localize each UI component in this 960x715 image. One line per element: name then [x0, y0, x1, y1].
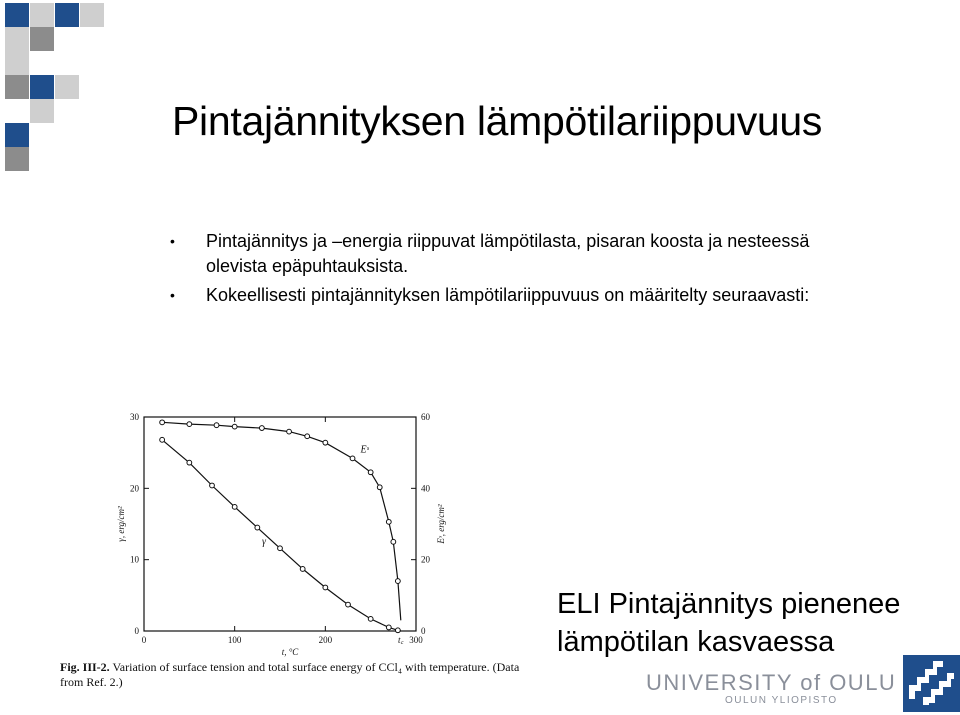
conclusion-line: lämpötilan kasvaessa	[557, 626, 835, 658]
deco-square	[5, 147, 29, 171]
y-right-tick-label: 0	[421, 626, 426, 636]
data-point	[323, 585, 328, 590]
data-point	[232, 504, 237, 509]
data-point	[232, 424, 237, 429]
plot-frame	[144, 417, 416, 631]
deco-square	[5, 123, 29, 147]
critical-temp-label: t꜀	[397, 635, 404, 645]
bullet-text: Pintajännitys ja –energia riippuvat lämpötilasta, pisaran koosta ja nesteessä olevista epäpuhtauksista.	[206, 231, 810, 276]
data-point	[386, 625, 391, 630]
y-right-tick-label: 40	[421, 483, 430, 494]
data-point	[255, 525, 260, 530]
y-left-axis-label: γ, erg/cm²	[116, 506, 126, 542]
slide-title: Pintajännityksen lämpötilariippuvuus	[172, 98, 823, 144]
figure-caption	[60, 660, 530, 690]
deco-square	[5, 27, 29, 51]
y-right-tick-label: 60	[421, 412, 430, 422]
data-point	[160, 437, 165, 442]
conclusion-line: ELI Pintajännitys pienenee	[557, 588, 901, 620]
data-point	[368, 470, 373, 475]
bullet-item	[170, 229, 870, 279]
data-point	[300, 567, 305, 572]
data-point	[391, 539, 396, 544]
data-point	[187, 460, 192, 465]
y-left-tick-label: 30	[130, 412, 139, 422]
y-right-axis-label: Eˢ, erg/cm²	[436, 504, 446, 544]
surface-tension-figure	[54, 405, 534, 700]
decorative-squares	[0, 0, 110, 180]
data-point	[259, 426, 264, 431]
data-point	[214, 423, 219, 428]
data-point	[368, 616, 373, 621]
conclusion-text	[557, 585, 900, 661]
x-tick-label: 0	[141, 635, 147, 645]
data-point	[210, 483, 215, 488]
data-point	[395, 579, 400, 584]
deco-square	[30, 99, 54, 123]
x-axis-label: t, °C	[281, 647, 299, 657]
data-point	[395, 628, 400, 633]
y-left-tick-label: 20	[130, 483, 139, 494]
bullet-item	[170, 283, 870, 308]
data-point	[346, 602, 351, 607]
surface-tension-chart	[54, 405, 534, 660]
bullet-marker: •	[170, 233, 175, 249]
x-tick-label: 300	[409, 635, 423, 645]
deco-square	[5, 75, 29, 99]
data-point	[287, 429, 292, 434]
data-point	[377, 485, 382, 490]
bullet-text: Kokeellisesti pintajännityksen lämpötilariippuvuus on määritelty seuraavasti:	[206, 285, 810, 305]
data-point	[160, 420, 165, 425]
data-point	[305, 434, 310, 439]
deco-square	[30, 75, 54, 99]
data-point	[187, 422, 192, 427]
bullet-marker: •	[170, 287, 175, 303]
deco-square	[30, 3, 54, 27]
y-left-tick-label: 10	[130, 554, 139, 565]
data-point	[386, 519, 391, 524]
x-tick-label: 200	[318, 635, 333, 645]
deco-square	[80, 3, 104, 27]
series-label: Eˢ	[360, 444, 369, 456]
university-name: UNIVERSITY of OULU	[646, 670, 897, 695]
deco-square	[55, 75, 79, 99]
data-point	[278, 546, 283, 551]
series-label: γ	[262, 536, 266, 548]
data-point	[323, 440, 328, 445]
y-left-tick-label: 0	[134, 626, 139, 636]
x-tick-label: 100	[227, 635, 242, 645]
caption-text: Variation of surface tension and total surface energy of CCl₄ with temperature. (Data from Ref. 2.)	[60, 660, 520, 689]
deco-square	[30, 27, 54, 51]
deco-square	[5, 51, 29, 75]
university-logo-icon	[903, 655, 960, 712]
bullet-list	[170, 229, 870, 312]
deco-square	[5, 3, 29, 27]
data-point	[350, 456, 355, 461]
university-subname: OULUN YLIOPISTO	[725, 695, 838, 706]
y-right-tick-label: 20	[421, 554, 430, 565]
deco-square	[55, 3, 79, 27]
caption-label: Fig. III-2.	[60, 660, 110, 674]
